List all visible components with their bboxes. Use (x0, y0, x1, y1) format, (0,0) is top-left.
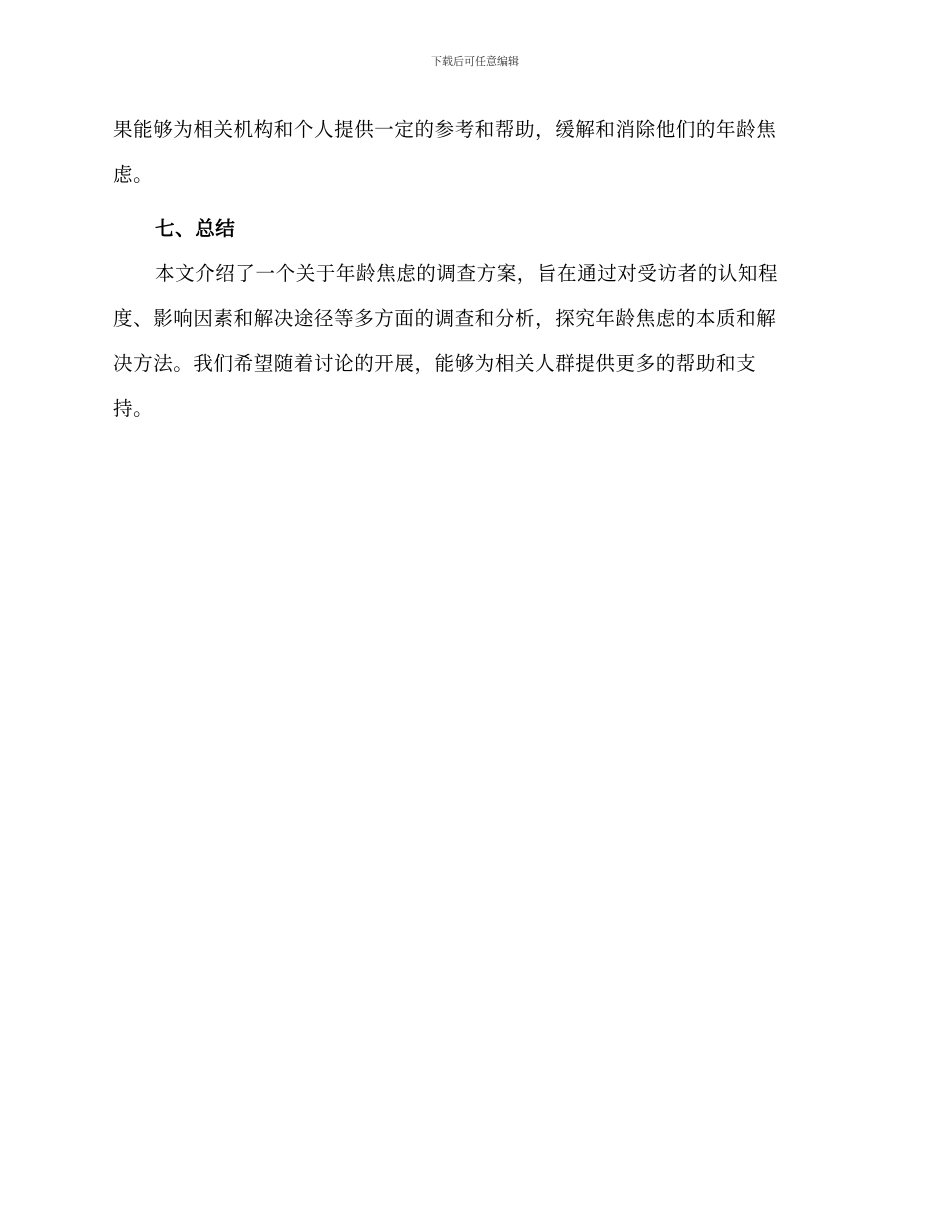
continuation-paragraph (113, 107, 835, 197)
summary-paragraph (113, 251, 835, 431)
paragraph-line: 本文介绍了一个关于年龄焦虑的调查方案，旨在通过对受访者的认知程 (155, 262, 779, 285)
paragraph-line: 虑。 (113, 163, 154, 186)
paragraph-line: 持。 (113, 397, 154, 420)
document-body (113, 107, 835, 431)
paragraph-line: 度、影响因素和解决途径等多方面的调查和分析，探究年龄焦虑的本质和解 (113, 307, 777, 330)
paragraph-line: 决方法。我们希望随着讨论的开展，能够为相关人群提供更多的帮助和支 (113, 352, 757, 375)
paragraph-line: 果能够为相关机构和个人提供一定的参考和帮助，缓解和消除他们的年龄焦 (113, 118, 777, 141)
page-header: 下载后可任意编辑 (431, 55, 519, 68)
section-heading: 七、总结 (155, 217, 236, 240)
